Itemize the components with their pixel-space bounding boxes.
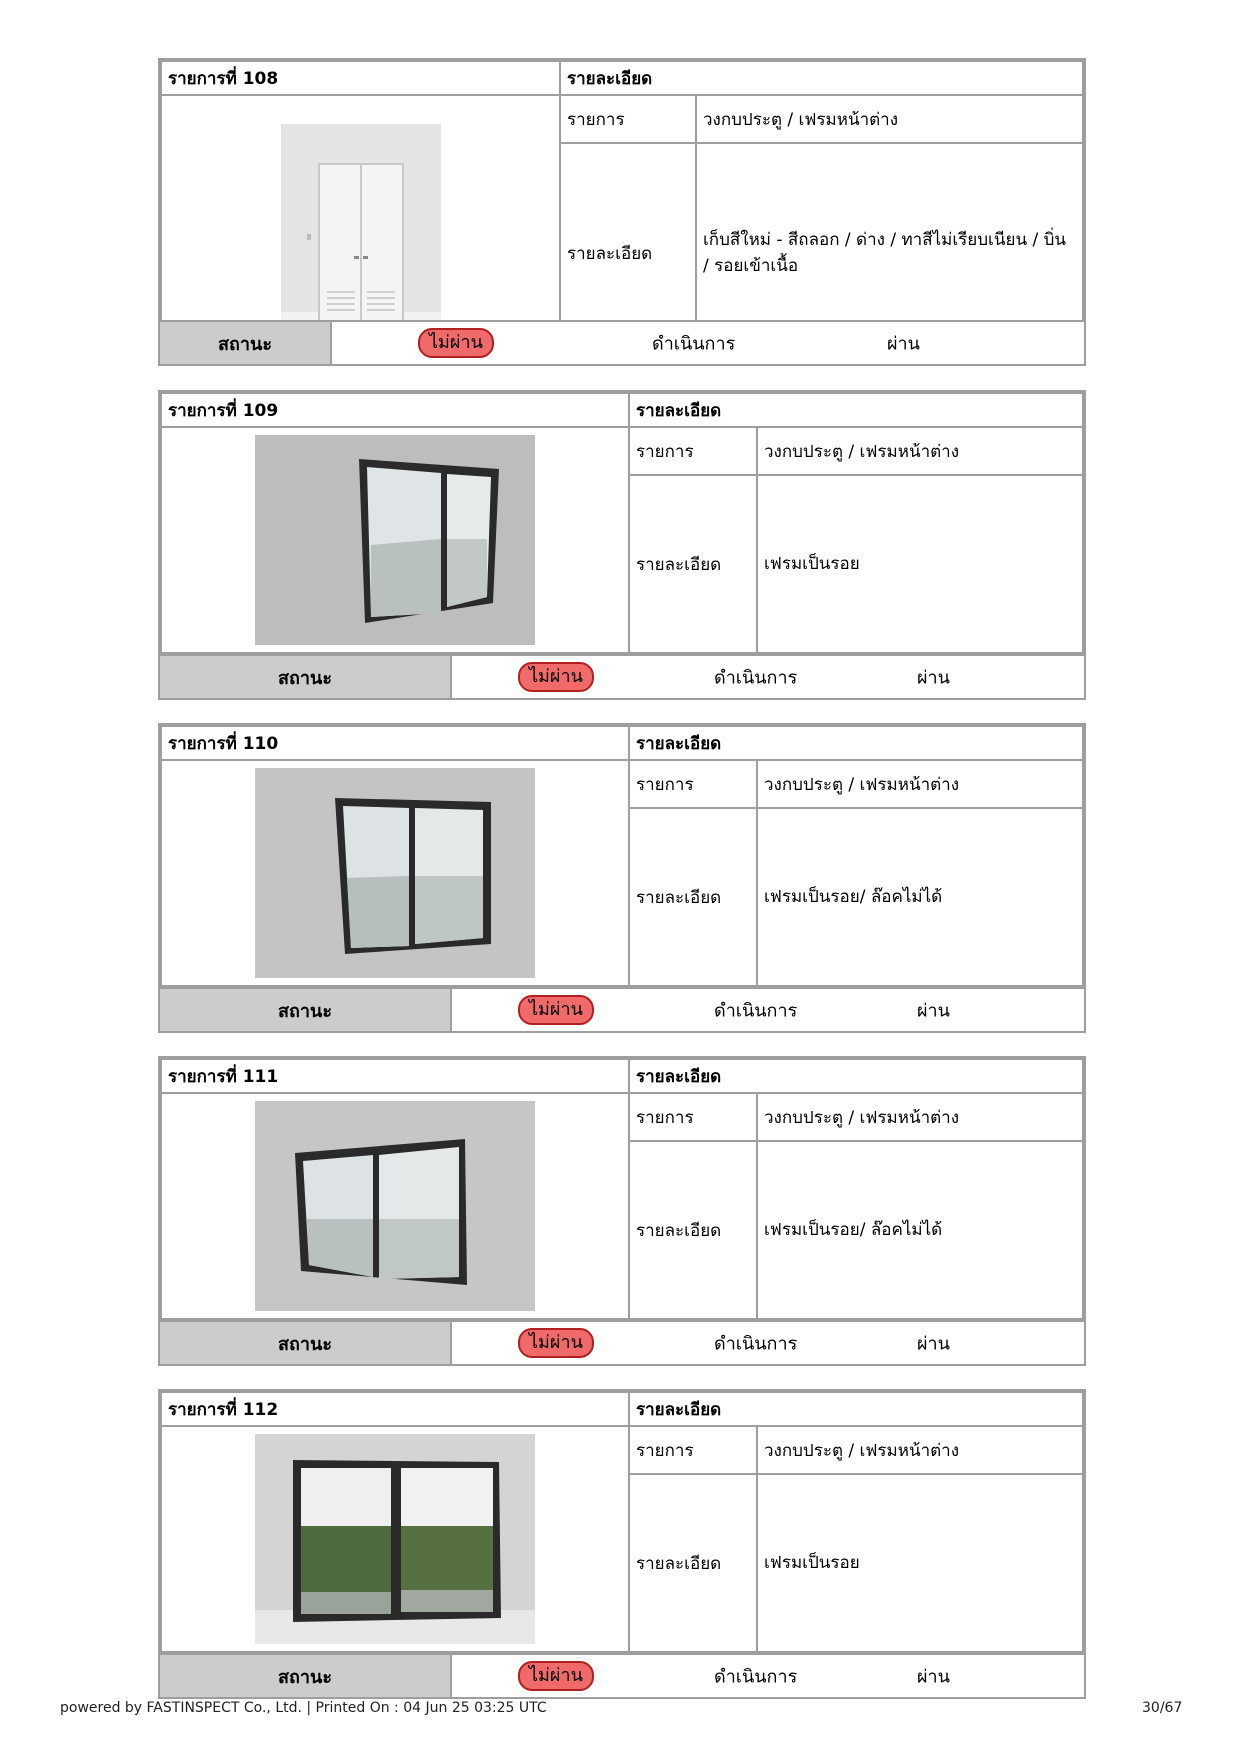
footer-credit: powered by FASTINSPECT Co., Ltd. | Printed On : 04 Jun 25 03:25 UTC xyxy=(60,1700,547,1716)
details-header: รายละเอียด xyxy=(629,726,1083,760)
status-options xyxy=(452,1655,1084,1697)
detail-value: เฟรมเป็นรอย/ ล๊อคไม่ได้ xyxy=(757,808,1083,986)
inspection-card-112 xyxy=(158,1389,1086,1655)
status-in-progress-option[interactable]: ดำเนินการ xyxy=(714,1000,798,1022)
item-title: รายการที่ 112 xyxy=(161,1392,629,1426)
inspection-card-109 xyxy=(158,390,1086,656)
status-fail-option[interactable]: ไม่ผ่าน xyxy=(518,1328,594,1358)
detail-value: เฟรมเป็นรอย xyxy=(757,475,1083,653)
detail-label: รายละเอียด xyxy=(560,143,696,363)
inspection-card-111 xyxy=(158,1056,1086,1322)
door-photo[interactable] xyxy=(281,124,441,334)
item-title: รายการที่ 109 xyxy=(161,393,629,427)
window-icon xyxy=(255,768,535,978)
detail-label: รายละเอียด xyxy=(629,1474,757,1652)
status-pass-option[interactable]: ผ่าน xyxy=(917,667,950,689)
detail-value: เฟรมเป็นรอย/ ล๊อคไม่ได้ xyxy=(757,1141,1083,1319)
photo-cell xyxy=(161,1093,629,1319)
status-pass-option[interactable]: ผ่าน xyxy=(917,1666,950,1688)
item-value: วงกบประตู / เฟรมหน้าต่าง xyxy=(696,95,1083,143)
item-label: รายการ xyxy=(560,95,696,143)
status-options xyxy=(452,1322,1084,1364)
status-in-progress-option[interactable]: ดำเนินการ xyxy=(714,1666,798,1688)
detail-value: เฟรมเป็นรอย xyxy=(757,1474,1083,1652)
item-label: รายการ xyxy=(629,1093,757,1141)
window-icon xyxy=(255,1101,535,1311)
status-fail-option[interactable]: ไม่ผ่าน xyxy=(518,662,594,692)
status-fail-option[interactable]: ไม่ผ่าน xyxy=(518,995,594,1025)
details-header: รายละเอียด xyxy=(629,393,1083,427)
item-label: รายการ xyxy=(629,1426,757,1474)
item-value: วงกบประตู / เฟรมหน้าต่าง xyxy=(757,427,1083,475)
detail-label: รายละเอียด xyxy=(629,1141,757,1319)
detail-label: รายละเอียด xyxy=(629,808,757,986)
status-label: สถานะ xyxy=(160,989,452,1031)
double-door-icon xyxy=(281,124,441,334)
item-title: รายการที่ 110 xyxy=(161,726,629,760)
status-options xyxy=(452,656,1084,698)
item-title: รายการที่ 108 xyxy=(161,61,560,95)
item-value: วงกบประตู / เฟรมหน้าต่าง xyxy=(757,1093,1083,1141)
photo-cell xyxy=(161,760,629,986)
status-row-108 xyxy=(158,320,1086,366)
status-row-109 xyxy=(158,654,1086,700)
status-options xyxy=(332,322,1084,364)
window-icon xyxy=(255,435,535,645)
status-pass-option[interactable]: ผ่าน xyxy=(917,1000,950,1022)
status-label: สถานะ xyxy=(160,1655,452,1697)
status-label: สถานะ xyxy=(160,656,452,698)
item-value: วงกบประตู / เฟรมหน้าต่าง xyxy=(757,1426,1083,1474)
window-photo[interactable] xyxy=(255,768,535,978)
page-number: 30/67 xyxy=(1142,1700,1183,1716)
details-header: รายละเอียด xyxy=(629,1059,1083,1093)
item-title: รายการที่ 111 xyxy=(161,1059,629,1093)
sliding-door-photo[interactable] xyxy=(255,1434,535,1644)
status-in-progress-option[interactable]: ดำเนินการ xyxy=(714,667,798,689)
sliding-door-icon xyxy=(255,1434,535,1644)
detail-value: เก็บสีใหม่ - สีถลอก / ด่าง / ทาสีไม่เรียบเนียน / บิ่น / รอยเข้าเนื้อ xyxy=(696,143,1083,363)
status-pass-option[interactable]: ผ่าน xyxy=(887,333,920,355)
item-label: รายการ xyxy=(629,427,757,475)
details-header: รายละเอียด xyxy=(560,61,1083,95)
status-options xyxy=(452,989,1084,1031)
details-header: รายละเอียด xyxy=(629,1392,1083,1426)
status-fail-option[interactable]: ไม่ผ่าน xyxy=(418,328,494,358)
status-fail-option[interactable]: ไม่ผ่าน xyxy=(518,1661,594,1691)
status-label: สถานะ xyxy=(160,322,332,364)
item-value: วงกบประตู / เฟรมหน้าต่าง xyxy=(757,760,1083,808)
item-label: รายการ xyxy=(629,760,757,808)
photo-cell xyxy=(161,1426,629,1652)
status-in-progress-option[interactable]: ดำเนินการ xyxy=(652,333,736,355)
status-row-111 xyxy=(158,1320,1086,1366)
window-photo[interactable] xyxy=(255,435,535,645)
inspection-card-110 xyxy=(158,723,1086,989)
detail-label: รายละเอียด xyxy=(629,475,757,653)
window-photo[interactable] xyxy=(255,1101,535,1311)
status-row-112 xyxy=(158,1653,1086,1699)
photo-cell xyxy=(161,427,629,653)
status-in-progress-option[interactable]: ดำเนินการ xyxy=(714,1333,798,1355)
status-pass-option[interactable]: ผ่าน xyxy=(917,1333,950,1355)
status-row-110 xyxy=(158,987,1086,1033)
status-label: สถานะ xyxy=(160,1322,452,1364)
